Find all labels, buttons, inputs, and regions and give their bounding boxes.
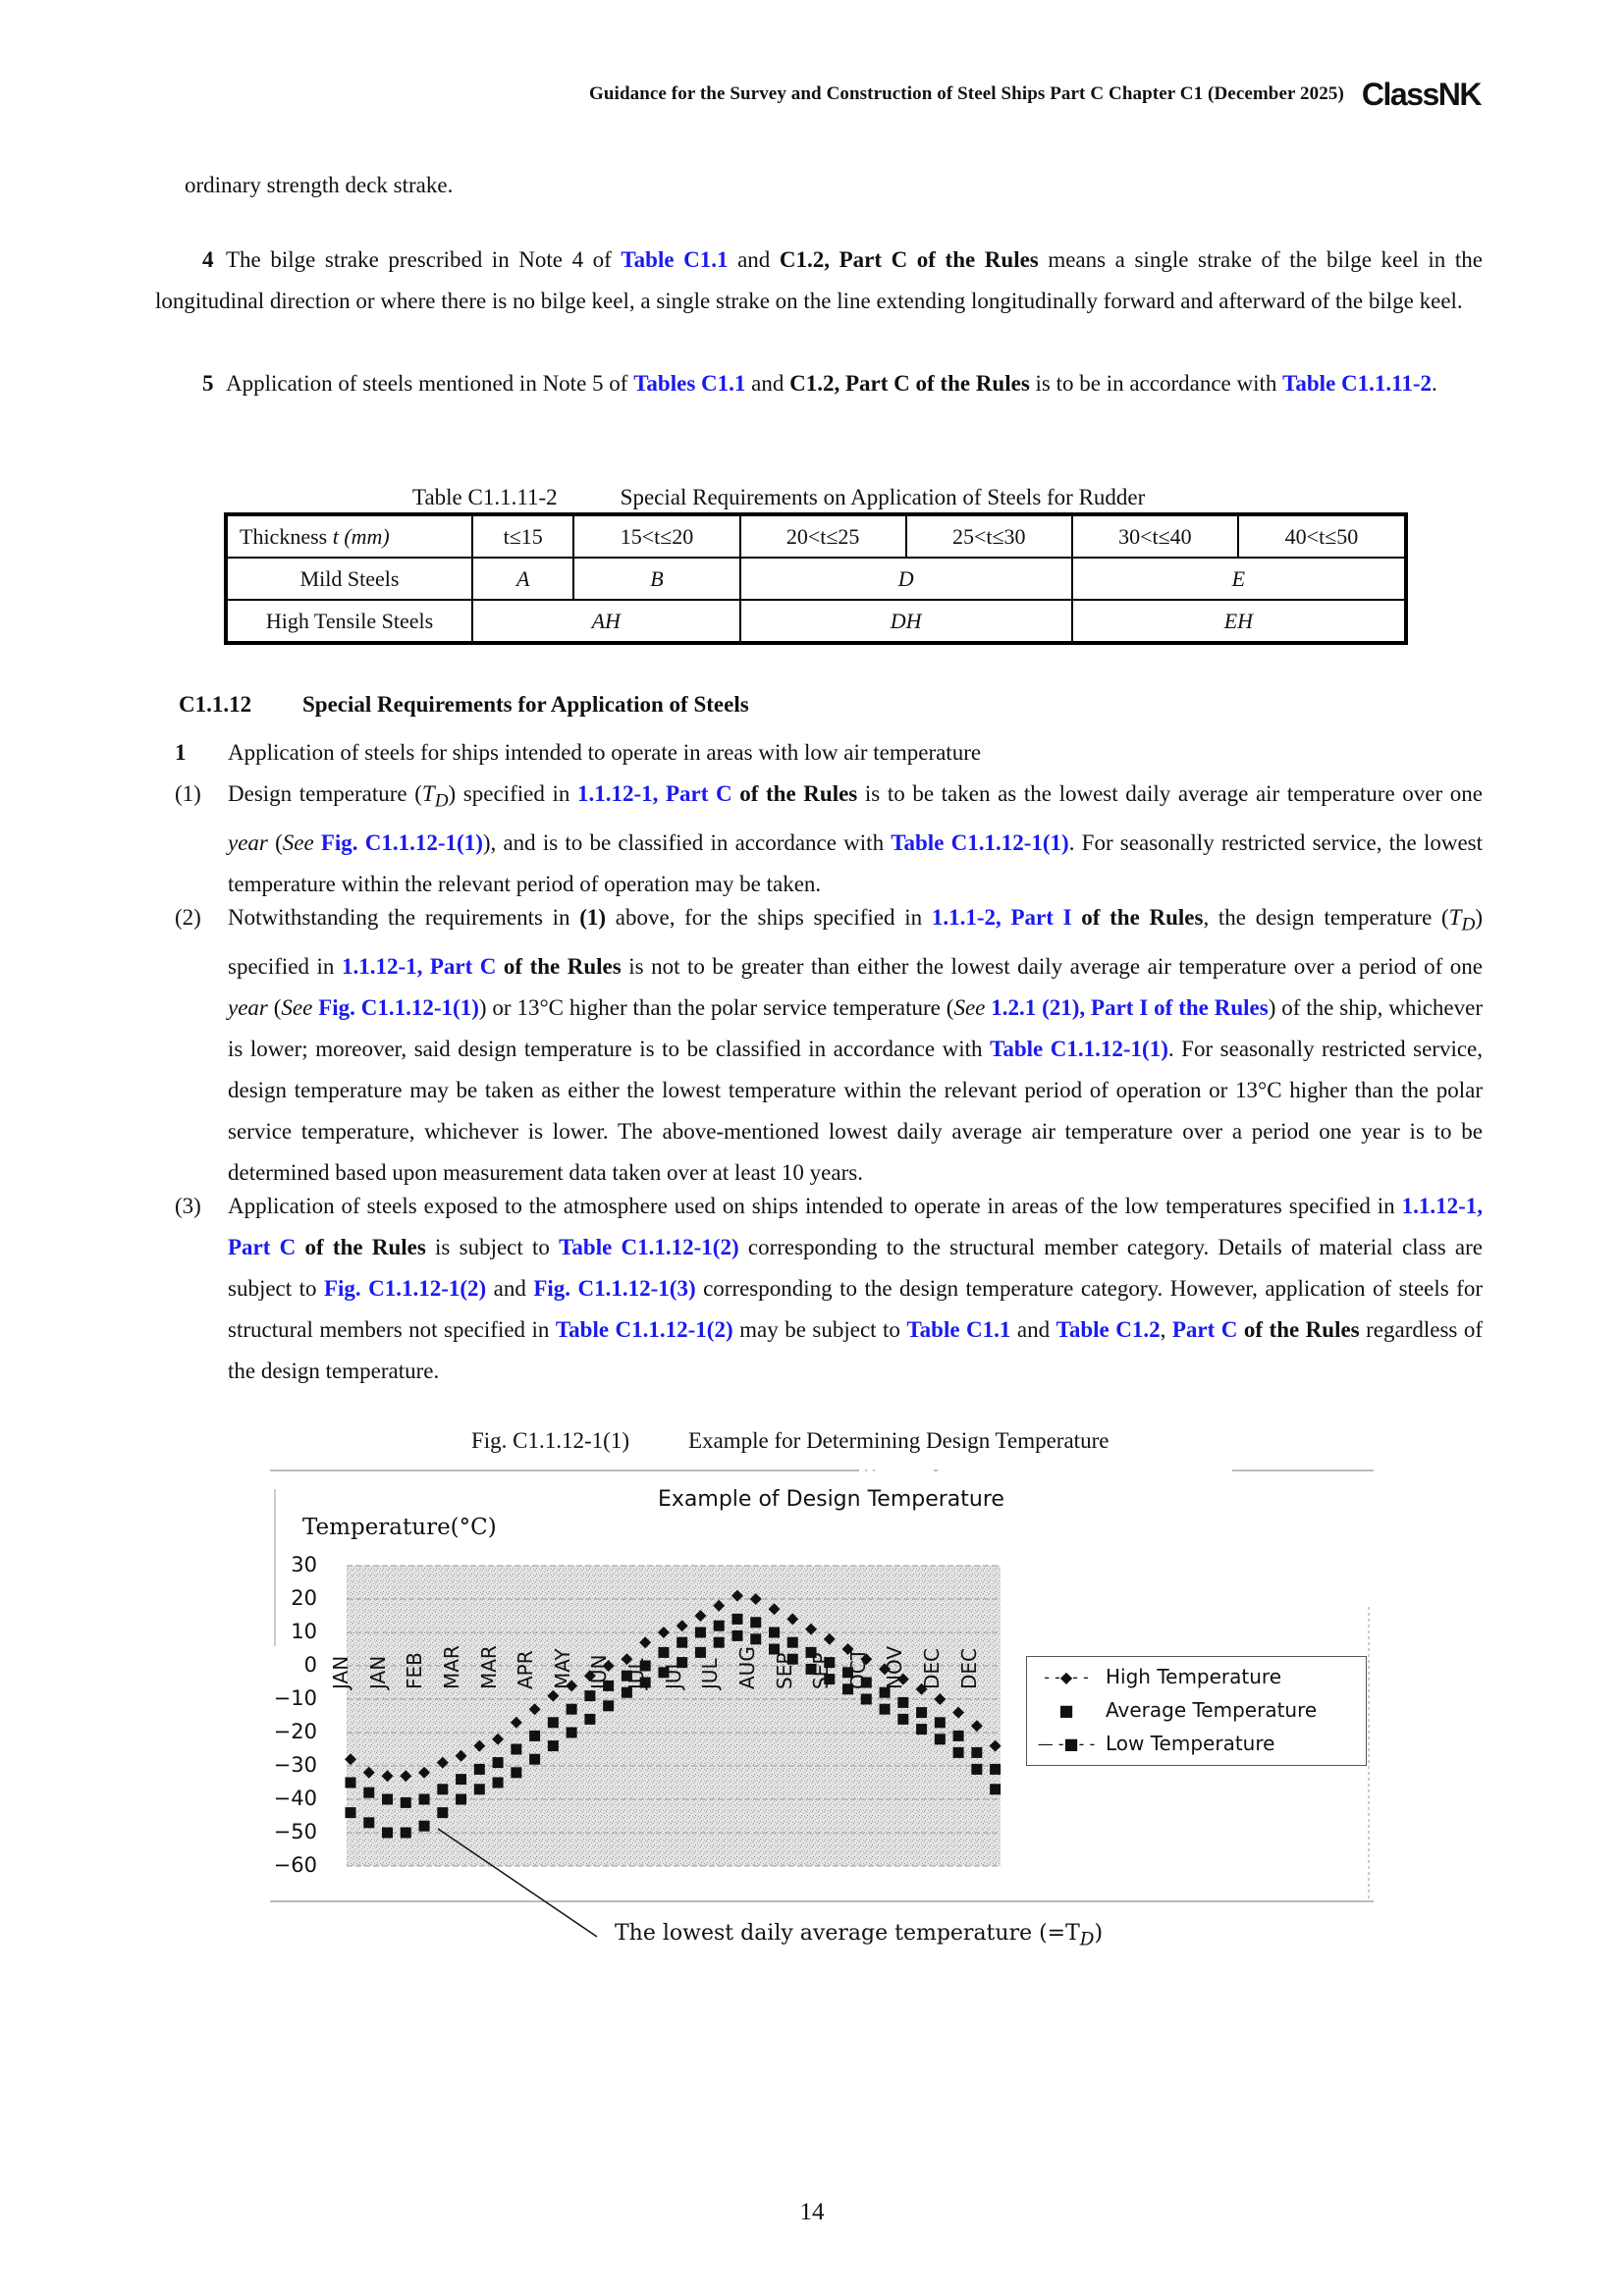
data-point-square xyxy=(493,1757,504,1768)
x-tick-label: FEB xyxy=(403,1652,427,1689)
rudder-steel-table xyxy=(224,512,1408,645)
data-point-square xyxy=(935,1717,946,1728)
ref-1-1-12-1[interactable]: 1.1.12-1, Part C xyxy=(228,1194,1483,1259)
square-marker-icon: ■ xyxy=(1058,1700,1074,1720)
grade-cell: E xyxy=(1072,558,1406,600)
data-point-square xyxy=(677,1637,687,1648)
classnk-logo: ClassNK xyxy=(1361,76,1481,112)
section-heading: C1.1.12 Special Requirements for Application of Steels xyxy=(179,692,749,717)
data-point-square xyxy=(493,1778,504,1789)
data-point-square xyxy=(731,1614,742,1625)
table-caption: Table C1.1.11-2 Special Requirements on Application of Steels for Rudder xyxy=(412,485,1146,509)
data-point-square xyxy=(529,1731,540,1741)
data-point-square xyxy=(456,1794,466,1805)
data-point-square xyxy=(474,1764,485,1775)
legend-item-high: - -◆- - High Temperature xyxy=(1027,1660,1366,1693)
x-tick-label: JAN xyxy=(365,1655,390,1689)
page-number: 14 xyxy=(799,2199,825,2225)
ref-fig-c1-1-12-1-2[interactable]: Fig. C1.1.12-1(2) xyxy=(323,1276,487,1301)
x-tick-label: JUL xyxy=(661,1658,685,1689)
data-point-square xyxy=(714,1621,725,1631)
data-point-square xyxy=(548,1717,559,1728)
grade-cell: D xyxy=(740,558,1072,600)
data-point-square xyxy=(916,1724,927,1735)
data-point-square xyxy=(382,1828,393,1839)
data-point-square xyxy=(548,1740,559,1751)
chart-title: Example of Design Temperature xyxy=(658,1487,1004,1512)
data-point-square xyxy=(567,1728,577,1738)
header-title: Guidance for the Survey and Construction of Steel Ships Part C Chapter C1 (December 2025) xyxy=(589,83,1344,104)
data-point-square xyxy=(990,1784,1001,1794)
ref-table-c1-1[interactable]: Table C1.1 xyxy=(621,247,729,272)
y-axis-label: Temperature(°C) xyxy=(302,1515,497,1540)
y-tick-label: 0 xyxy=(303,1653,317,1677)
legend-item-average: ■ Average Temperature xyxy=(1027,1693,1366,1727)
data-point-square xyxy=(714,1637,725,1648)
y-tick-label: −60 xyxy=(273,1853,317,1877)
chart-legend xyxy=(1026,1656,1367,1766)
ref-table-c1-1[interactable]: Table C1.1 xyxy=(906,1317,1011,1342)
data-point-square xyxy=(880,1704,891,1715)
ref-table-c1-1-12-1-1[interactable]: Table C1.1.12-1(1) xyxy=(891,829,1069,855)
x-tick-label: MAR xyxy=(439,1645,463,1689)
ref-1-1-12-1[interactable]: 1.1.12-1, Part C xyxy=(341,953,497,979)
range-cell: 25<t≤30 xyxy=(906,514,1072,558)
data-point-square xyxy=(401,1828,411,1839)
data-point-square xyxy=(953,1731,964,1741)
range-cell: t≤15 xyxy=(472,514,573,558)
thickness-header: Thickness t (mm) xyxy=(226,514,472,558)
data-point-square xyxy=(419,1821,430,1832)
data-point-square xyxy=(916,1707,927,1718)
data-point-square xyxy=(971,1747,982,1758)
ref-table-c1-2[interactable]: Table C1.2 xyxy=(1056,1317,1161,1342)
data-point-square xyxy=(750,1633,761,1644)
legend-item-low: — -■- - Low Temperature xyxy=(1027,1727,1366,1760)
data-point-square xyxy=(529,1754,540,1765)
x-tick-label: MAY xyxy=(550,1648,574,1689)
square-dash-marker-icon: — -■- - xyxy=(1037,1734,1096,1753)
x-tick-label: MAR xyxy=(476,1645,501,1689)
ref-table-c1-1-12-1-1[interactable]: Table C1.1.12-1(1) xyxy=(990,1036,1168,1061)
y-tick-label: 10 xyxy=(291,1620,317,1643)
y-tick-label: −50 xyxy=(273,1820,317,1843)
table-row xyxy=(226,514,1406,558)
data-point-square xyxy=(787,1637,798,1648)
x-tick-label: JAN xyxy=(329,1655,352,1689)
range-cell: 20<t≤25 xyxy=(740,514,906,558)
data-point-square xyxy=(401,1797,411,1808)
y-tick-label: −40 xyxy=(273,1787,317,1810)
ref-table-c1-1-11-2[interactable]: Table C1.1.11-2 xyxy=(1282,371,1433,396)
x-tick-label: OCT xyxy=(845,1648,870,1689)
x-tick-label: SEP xyxy=(772,1652,796,1689)
paragraph-4: 4 The bilge strake prescribed in Note 4 of Table C1.1 and C1.2, Part C of the Rules means a single strake of the bilge keel in the longitudinal direction or where there is no bilge keel, a single strake on the line extending longitudinally forward and afterward of the bilge keel. xyxy=(155,240,1483,322)
ref-1-2-1-21[interactable]: 1.2.1 (21), Part I of the Rules xyxy=(985,994,1269,1020)
range-cell: 30<t≤40 xyxy=(1072,514,1238,558)
mild-steels-label: Mild Steels xyxy=(226,558,472,600)
design-temperature-annotation: The lowest daily average temperature $(=T_D)$ xyxy=(615,1921,1104,1950)
grade-cell: B xyxy=(573,558,739,600)
y-tick-label: −30 xyxy=(273,1753,317,1777)
x-tick-label: DEC xyxy=(956,1647,981,1689)
grade-cell: EH xyxy=(1072,600,1406,643)
data-point-square xyxy=(363,1788,374,1798)
ref-fig-c1-1-12-1-3[interactable]: Fig. C1.1.12-1(3) xyxy=(533,1276,696,1301)
y-tick-label: 20 xyxy=(291,1586,317,1610)
data-point-square xyxy=(769,1628,780,1638)
table-row xyxy=(226,600,1406,643)
sub-item-1: (1) Design temperature $(T_D)$ specified in 1.1.12-1, Part C of the Rules is to be taken as the lowest daily average air temperature over one year (See Fig. C1.1.12-1(1)), and is to be classified in accordance with Table C1.1.12-1(1). For seasonally restricted service, the lowest temperature within the relevant period of operation may be taken. xyxy=(175,781,1484,896)
data-point-square xyxy=(382,1794,393,1805)
sub-item-3: (3) Application of steels exposed to the atmosphere used on ships intended to operate in areas of the low temperatures specified in 1.1.12-1, Part C of the Rules is subject to Table C1.1.12-1(2) corresponding to the structural member category. Details of material class are subject to Fig. C1.1.12-1(2) and Fig. C1.1.12-1(3) corresponding to the design temperature category. However, application of steels for structural members not specified in Table C1.1.12-1(2) may be subject to Table C1.1 and Table C1.2, Part C of the Rules regardless of the design temperature. xyxy=(175,1194,1484,1383)
grade-cell: A xyxy=(472,558,573,600)
paragraph-5: 5 Application of steels mentioned in Note 5 of Tables C1.1 and C1.2, Part C of the Rules is to be in accordance with Table C1.1.11-2. xyxy=(155,363,1483,404)
y-tick-label: 30 xyxy=(291,1553,317,1576)
ref-fig-c1-1-12-1-1[interactable]: Fig. C1.1.12-1(1) xyxy=(313,829,483,855)
ref-1-1-12-1[interactable]: 1.1.12-1, Part C xyxy=(576,781,732,806)
data-point-square xyxy=(695,1628,706,1638)
data-point-square xyxy=(584,1714,595,1725)
design-temperature-chart xyxy=(270,1469,1374,1950)
data-point-square xyxy=(953,1747,964,1758)
ref-tables-c1-1[interactable]: Tables C1.1 xyxy=(633,371,746,396)
data-point-square xyxy=(935,1734,946,1744)
page-header xyxy=(589,75,1481,114)
grade-cell: DH xyxy=(740,600,1072,643)
data-point-square xyxy=(990,1764,1001,1775)
x-tick-label: SEP xyxy=(809,1652,834,1689)
paragraph-number: 5 xyxy=(202,371,214,396)
range-cell: 40<t≤50 xyxy=(1238,514,1406,558)
data-point-square xyxy=(346,1807,356,1818)
data-point-square xyxy=(603,1700,614,1711)
data-point-square xyxy=(363,1817,374,1828)
diamond-marker-icon: - -◆- - xyxy=(1044,1667,1089,1686)
x-tick-label: JUL xyxy=(624,1658,649,1689)
data-point-square xyxy=(346,1778,356,1789)
item-1: 1 Application of steels for ships intended to operate in areas with low air temperature xyxy=(175,740,982,765)
data-point-square xyxy=(731,1630,742,1641)
data-point-square xyxy=(456,1774,466,1785)
sub-item-2: (2) Notwithstanding the requirements in (1) above, for the ships specified in 1.1.1-2, Part I of the Rules, the design temperature $(T_D)$ specified in 1.1.12-1, Part C of the Rules is not to be greater than either the lowest daily average air temperature over a period of one year (See Fig. C1.1.12-1(1)) or 13°C higher than the polar service temperature (See 1.2.1 (21), Part I of the Rules) of the ship, whichever is lower; moreover, said design temperature is to be classified in accordance with Table C1.1.12-1(1). For seasonally restricted service, design temperature may be taken as either the lowest temperature within the relevant period of operation or 13°C higher than the polar service temperature, whichever is lower. The above-mentioned lowest daily average air temperature over a period one year is to be determined based upon measurement data taken over at least 10 years. xyxy=(175,905,1483,1185)
paragraph-number: 4 xyxy=(202,247,214,272)
data-point-square xyxy=(437,1784,448,1794)
data-point-square xyxy=(971,1764,982,1775)
data-point-square xyxy=(437,1807,448,1818)
data-point-square xyxy=(474,1784,485,1794)
ref-table-c1-1-12-1-2[interactable]: Table C1.1.12-1(2) xyxy=(559,1235,739,1259)
data-point-square xyxy=(658,1647,669,1658)
range-cell: 15<t≤20 xyxy=(573,514,739,558)
data-point-square xyxy=(511,1744,521,1755)
x-tick-label: NOV xyxy=(883,1645,907,1689)
x-tick-label: JUL xyxy=(698,1658,723,1689)
x-tick-label: JUN xyxy=(587,1654,612,1689)
hts-label: High Tensile Steels xyxy=(226,600,472,643)
ref-1-1-1-2-part-i[interactable]: 1.1.1-2, Part I xyxy=(931,905,1072,930)
data-point-square xyxy=(897,1714,908,1725)
data-point-square xyxy=(897,1697,908,1708)
data-point-square xyxy=(695,1647,706,1658)
x-tick-label: APR xyxy=(514,1650,538,1689)
ref-fig-c1-1-12-1-1[interactable]: Fig. C1.1.12-1(1) xyxy=(312,994,479,1020)
figure-caption: Fig. C1.1.12-1(1) Example for Determining Design Temperature xyxy=(471,1428,1110,1453)
data-point-square xyxy=(419,1794,430,1805)
data-point-square xyxy=(511,1767,521,1778)
data-point-square xyxy=(861,1694,872,1705)
data-point-square xyxy=(584,1690,595,1701)
ref-part-c[interactable]: Part C xyxy=(1171,1317,1238,1342)
ref-table-c1-1-12-1-2[interactable]: Table C1.1.12-1(2) xyxy=(555,1317,733,1342)
x-tick-label: AUG xyxy=(734,1646,759,1689)
data-point-square xyxy=(750,1617,761,1628)
y-tick-label: −10 xyxy=(273,1686,317,1710)
intro-text: ordinary strength deck strake. xyxy=(185,173,454,197)
grade-cell: AH xyxy=(472,600,740,643)
table-row xyxy=(226,558,1406,600)
x-tick-label: DEC xyxy=(920,1647,945,1689)
y-tick-label: −20 xyxy=(273,1720,317,1743)
data-point-square xyxy=(567,1704,577,1715)
